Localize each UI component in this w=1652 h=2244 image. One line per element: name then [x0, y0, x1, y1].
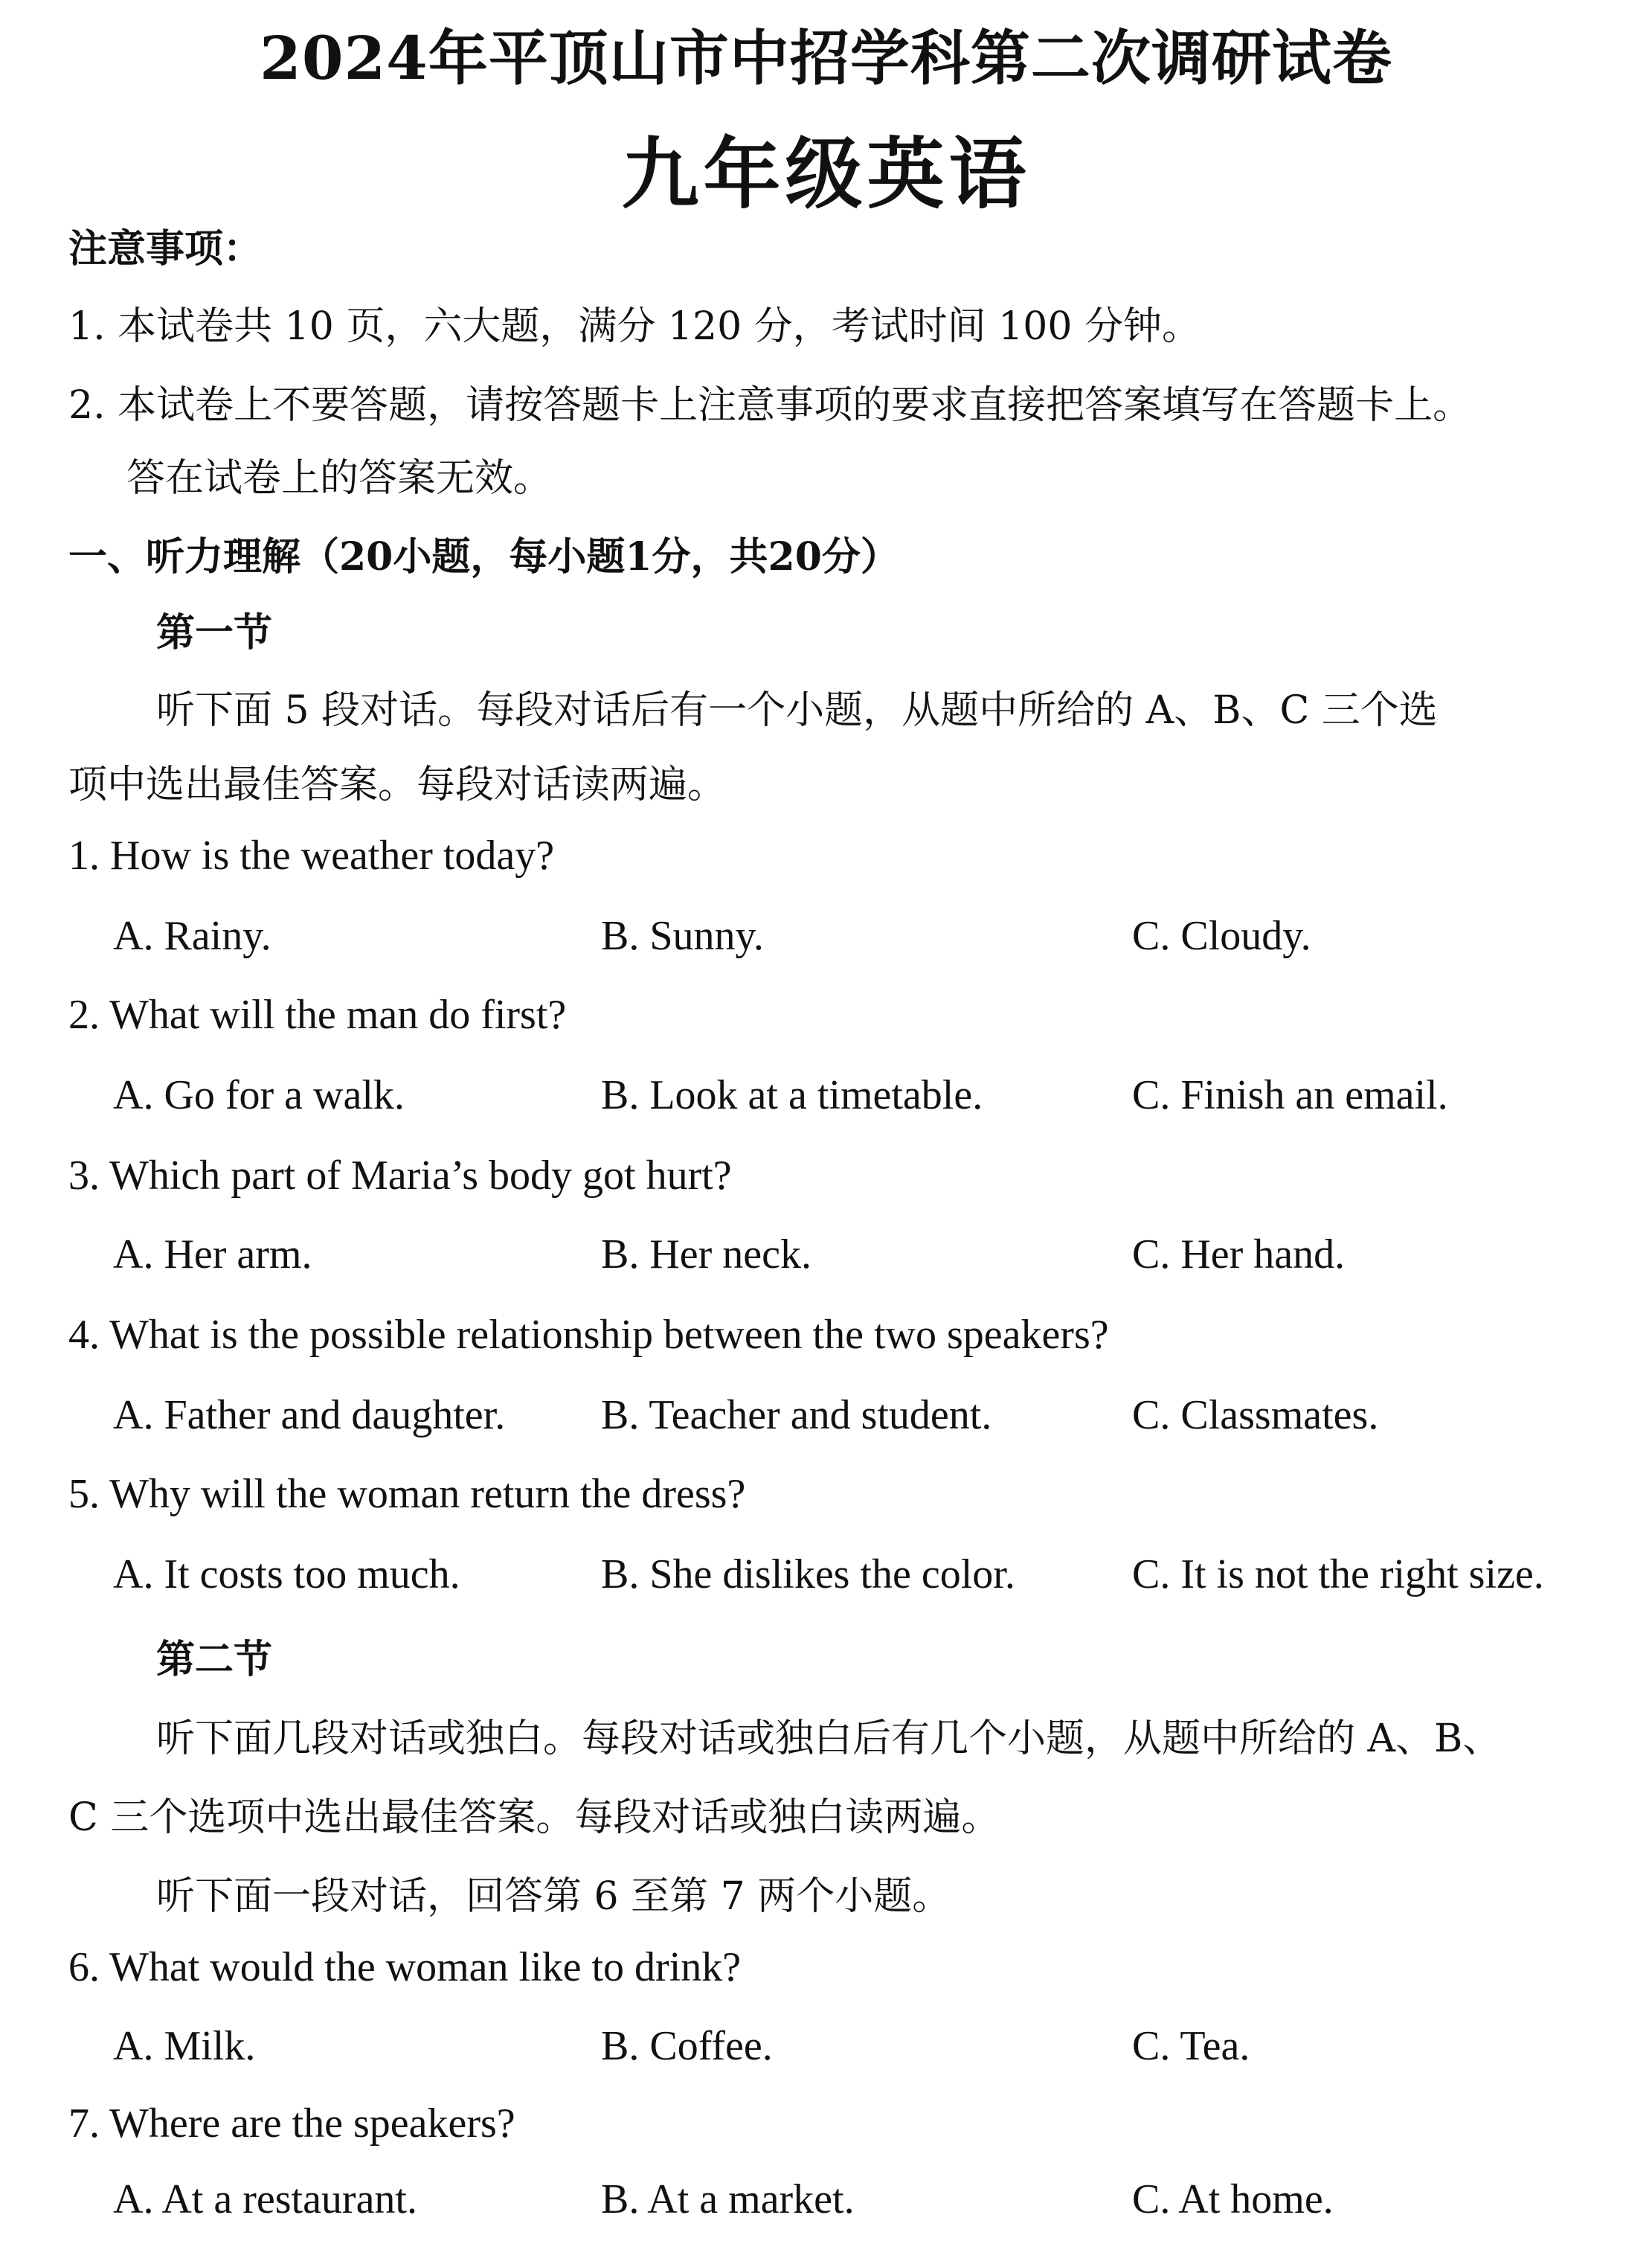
question-7-option-b: B. At a market.	[601, 2176, 855, 2222]
exam-title: 2024年平顶山市中招学科第二次调研试卷	[260, 23, 1392, 93]
question-1-option-c: C. Cloudy.	[1132, 913, 1311, 959]
part-1-instruction-continued: 项中选出最佳答案。每段对话读两遍。	[68, 763, 727, 807]
note-item-2-continued: 答在试卷上的答案无效。	[126, 456, 553, 501]
note-item-2: 2. 本试卷上不要答题，请按答题卡上注意事项的要求直接把答案填写在答题卡上。	[68, 383, 1472, 428]
question-2-option-a: A. Go for a walk.	[113, 1072, 405, 1118]
part-2-instruction-continued: C 三个选项中选出最佳答案。每段对话或独白读两遍。	[68, 1795, 1000, 1840]
question-4-option-a: A. Father and daughter.	[113, 1392, 506, 1438]
part-1-heading: 第一节	[156, 610, 273, 655]
question-2: 2. What will the man do first?	[68, 992, 567, 1038]
part-2-sub-instruction: 听下面一段对话，回答第 6 至第 7 两个小题。	[156, 1874, 951, 1919]
question-1-option-a: A. Rainy.	[113, 913, 271, 959]
question-6-option-b: B. Coffee.	[601, 2023, 773, 2069]
question-4-option-b: B. Teacher and student.	[601, 1392, 992, 1438]
question-6-option-c: C. Tea.	[1132, 2023, 1250, 2069]
question-2-option-c: C. Finish an email.	[1132, 1072, 1448, 1118]
question-7-option-a: A. At a restaurant.	[113, 2176, 417, 2222]
question-3-option-a: A. Her arm.	[113, 1231, 312, 1278]
exam-subtitle: 九年级英语	[621, 128, 1031, 219]
question-1-option-b: B. Sunny.	[601, 913, 764, 959]
question-2-option-b: B. Look at a timetable.	[601, 1072, 983, 1118]
notes-heading: 注意事项：	[68, 226, 263, 272]
question-1: 1. How is the weather today?	[68, 833, 555, 879]
question-4-option-c: C. Classmates.	[1132, 1392, 1379, 1438]
section-heading-listening: 一、听力理解（20小题，每小题1分，共20分）	[68, 534, 899, 580]
question-3-option-c: C. Her hand.	[1132, 1231, 1346, 1278]
question-5: 5. Why will the woman return the dress?	[68, 1471, 746, 1517]
question-5-option-c: C. It is not the right size.	[1132, 1551, 1544, 1597]
question-3-option-b: B. Her neck.	[601, 1231, 812, 1278]
question-3: 3. Which part of Maria’s body got hurt?	[68, 1153, 732, 1199]
part-1-instruction: 听下面 5 段对话。每段对话后有一个小题，从题中所给的 A、B、C 三个选	[156, 688, 1438, 733]
note-item-1: 1. 本试卷共 10 页，六大题，满分 120 分，考试时间 100 分钟。	[68, 304, 1201, 349]
question-6: 6. What would the woman like to drink?	[68, 1944, 742, 1990]
question-7: 7. Where are the speakers?	[68, 2100, 515, 2147]
question-4: 4. What is the possible relationship between the two speakers?	[68, 1312, 1109, 1358]
question-5-option-b: B. She dislikes the color.	[601, 1551, 1015, 1597]
part-2-heading: 第二节	[156, 1637, 273, 1682]
part-2-instruction: 听下面几段对话或独白。每段对话或独白后有几个小题，从题中所给的 A、B、	[156, 1716, 1502, 1761]
question-7-option-c: C. At home.	[1132, 2176, 1334, 2222]
question-6-option-a: A. Milk.	[113, 2023, 256, 2069]
question-5-option-a: A. It costs too much.	[113, 1551, 460, 1597]
